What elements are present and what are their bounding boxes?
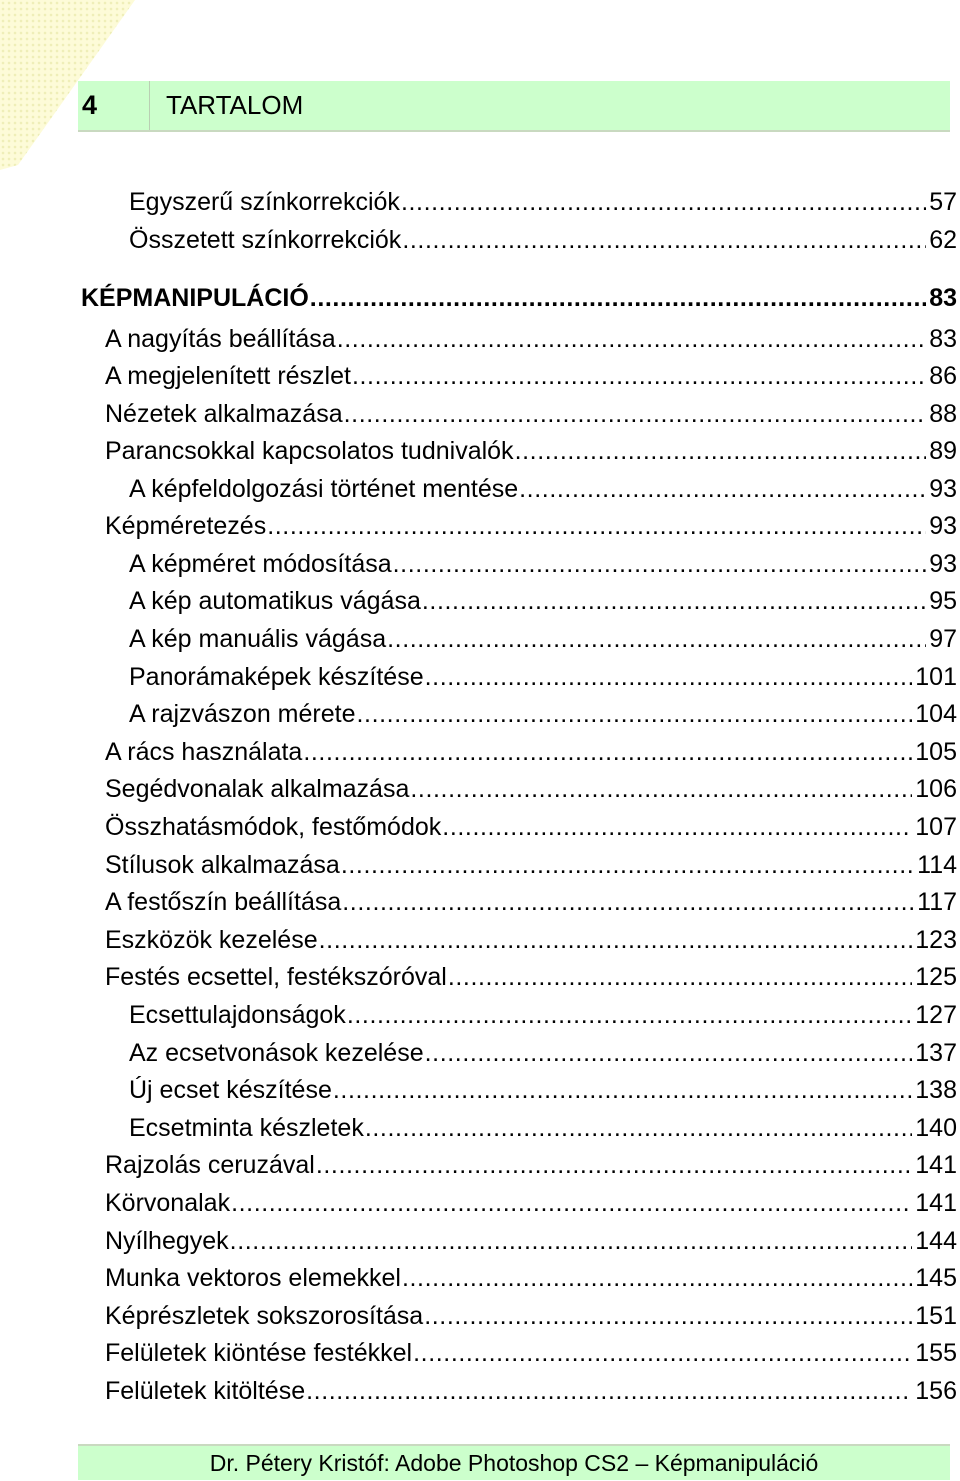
toc-entry	[129, 1039, 957, 1073]
toc-entry	[105, 362, 957, 396]
toc-entry-title: A kép automatikus vágása	[129, 587, 421, 615]
dot-leader	[344, 400, 927, 429]
toc-entry-title: Felületek kitöltése	[105, 1377, 306, 1405]
toc-entry-page: 104	[915, 700, 957, 728]
dot-leader	[365, 1114, 912, 1143]
dot-leader	[413, 1339, 912, 1368]
toc-entry-page: 151	[915, 1302, 957, 1330]
dot-leader	[402, 1264, 912, 1293]
toc-entry-title: Parancsokkal kapcsolatos tudnivalók	[105, 437, 514, 465]
toc-entry-page: 97	[929, 625, 957, 653]
dot-leader	[448, 963, 912, 992]
dot-leader	[425, 663, 913, 692]
toc-entry-page: 137	[915, 1039, 957, 1067]
dot-leader	[347, 1001, 912, 1030]
dot-leader	[267, 512, 926, 541]
toc-entry-title: Segédvonalak alkalmazása	[105, 775, 410, 803]
toc-entry-page: 57	[929, 188, 957, 216]
toc-entry-page: 86	[929, 362, 957, 390]
dot-leader	[425, 1039, 913, 1068]
toc-entry	[129, 1114, 957, 1148]
toc-entry-page: 107	[915, 813, 957, 841]
toc-entry-page: 141	[915, 1151, 957, 1179]
dot-leader	[401, 188, 926, 217]
toc-entry-title: Munka vektoros elemekkel	[105, 1264, 401, 1292]
toc-entry-page: 156	[915, 1377, 957, 1405]
toc-entry-title: Képrészletek sokszorosítása	[105, 1302, 424, 1330]
toc-entry-title: Festés ecsettel, festékszóróval	[105, 963, 447, 991]
toc-entry-title: Rajzolás ceruzával	[105, 1151, 315, 1179]
toc-entry-page: 93	[929, 550, 957, 578]
toc-entry	[105, 775, 957, 809]
toc-entry	[129, 226, 957, 260]
toc-entry	[129, 1076, 957, 1110]
toc-entry-title: A képméret módosítása	[129, 550, 392, 578]
toc-entry	[129, 587, 957, 621]
toc-entry	[129, 700, 957, 734]
toc-entry	[105, 1189, 957, 1223]
toc-entry-page: 145	[915, 1264, 957, 1292]
toc-entry-page: 140	[915, 1114, 957, 1142]
toc-entry	[105, 926, 957, 960]
toc-entry-page: 101	[915, 663, 957, 691]
page-header	[78, 81, 950, 132]
toc-entry	[129, 625, 957, 659]
toc-entry	[129, 663, 957, 697]
toc-entry-title: A rajzvászon mérete	[129, 700, 356, 728]
dot-leader	[310, 284, 926, 313]
toc-entry-page: 138	[915, 1076, 957, 1104]
toc-entry	[105, 888, 957, 922]
dot-leader	[231, 1189, 912, 1218]
toc-entry-page: 141	[915, 1189, 957, 1217]
toc-entry-title: Képméretezés	[105, 512, 267, 540]
toc-entry-title: A festőszín beállítása	[105, 888, 342, 916]
toc-entry-page: 117	[917, 888, 957, 916]
dot-leader	[303, 738, 912, 767]
toc-entry	[105, 1302, 957, 1336]
toc-entry-page: 88	[929, 400, 957, 428]
toc-entry	[105, 1377, 957, 1411]
toc-entry-page: 144	[915, 1227, 957, 1255]
dot-leader	[341, 851, 914, 880]
dot-leader	[306, 1377, 912, 1406]
toc-entry-page: 114	[917, 851, 957, 879]
dot-leader	[316, 1151, 912, 1180]
toc-entry-page: 93	[929, 475, 957, 503]
page-footer: Dr. Pétery Kristóf: Adobe Photoshop CS2 – Képmanipuláció	[78, 1444, 950, 1480]
toc-entry-title: A kép manuális vágása	[129, 625, 387, 653]
toc-entry-title: KÉPMANIPULÁCIÓ	[81, 284, 309, 312]
toc-entry	[105, 1264, 957, 1298]
toc-entry-title: A képfeldolgozási történet mentése	[129, 475, 519, 503]
toc-entry	[105, 1339, 957, 1373]
toc-entry	[105, 437, 957, 471]
toc-entry-title: Összhatásmódok, festőmódok	[105, 813, 442, 841]
toc-entry-title: Ecsettulajdonságok	[129, 1001, 346, 1029]
toc-entry	[129, 550, 957, 584]
dot-leader	[515, 437, 927, 466]
toc-entry-title: Stílusok alkalmazása	[105, 851, 340, 879]
toc-entry-title: Az ecsetvonások kezelése	[129, 1039, 424, 1067]
toc-entry-title: Nézetek alkalmazása	[105, 400, 343, 428]
toc-entry-title: Panorámaképek készítése	[129, 663, 424, 691]
toc-entry-page: 93	[929, 512, 957, 540]
toc-entry-title: A rács használata	[105, 738, 303, 766]
toc-entry	[129, 475, 957, 509]
toc-entry	[105, 512, 957, 546]
dot-leader	[424, 1302, 912, 1331]
dot-leader	[319, 926, 913, 955]
dot-leader	[333, 1076, 912, 1105]
page-title: TARTALOM	[166, 90, 304, 120]
toc-entry	[105, 325, 957, 359]
dot-leader	[352, 362, 926, 391]
toc-entry-page: 83	[929, 325, 957, 353]
toc-entry	[105, 1227, 957, 1261]
toc-entry	[105, 1151, 957, 1185]
toc-entry-title: Összetett színkorrekciók	[129, 226, 402, 254]
toc-entry-title: Ecsetminta készletek	[129, 1114, 364, 1142]
page-number: 4	[78, 81, 150, 130]
toc-entry	[105, 963, 957, 997]
toc-entry-title: Egyszerű színkorrekciók	[129, 188, 400, 216]
dot-leader	[402, 226, 926, 255]
dot-leader	[230, 1227, 913, 1256]
toc-entry-page: 125	[915, 963, 957, 991]
toc-entry-page: 62	[929, 226, 957, 254]
dot-leader	[410, 775, 912, 804]
toc-entry-title: Nyílhegyek	[105, 1227, 229, 1255]
toc-entry-title: A nagyítás beállítása	[105, 325, 336, 353]
toc-entry-page: 89	[929, 437, 957, 465]
dot-leader	[422, 587, 926, 616]
toc-entry-title: Új ecset készítése	[129, 1076, 332, 1104]
toc-entry	[129, 1001, 957, 1035]
dot-leader	[387, 625, 926, 654]
toc-entry	[129, 188, 957, 222]
toc-entry-title: Eszközök kezelése	[105, 926, 318, 954]
toc-entry	[105, 400, 957, 434]
dot-leader	[393, 550, 927, 579]
toc-entry-title: A megjelenített részlet	[105, 362, 351, 390]
toc-entry	[105, 738, 957, 772]
toc-entry-page: 105	[915, 738, 957, 766]
toc-entry-title: Felületek kiöntése festékkel	[105, 1339, 413, 1367]
toc-entry-page: 106	[915, 775, 957, 803]
toc-entry-page: 127	[915, 1001, 957, 1029]
dot-leader	[342, 888, 914, 917]
toc-entry	[81, 284, 957, 318]
toc-entry-page: 83	[929, 284, 957, 312]
dot-leader	[357, 700, 913, 729]
toc-entry	[105, 851, 957, 885]
dot-leader	[519, 475, 926, 504]
dot-leader	[442, 813, 912, 842]
toc-entry-page: 95	[929, 587, 957, 615]
toc-entry	[105, 813, 957, 847]
dot-leader	[337, 325, 926, 354]
toc-entry-title: Körvonalak	[105, 1189, 231, 1217]
toc-entry-page: 155	[915, 1339, 957, 1367]
toc-entry-page: 123	[915, 926, 957, 954]
